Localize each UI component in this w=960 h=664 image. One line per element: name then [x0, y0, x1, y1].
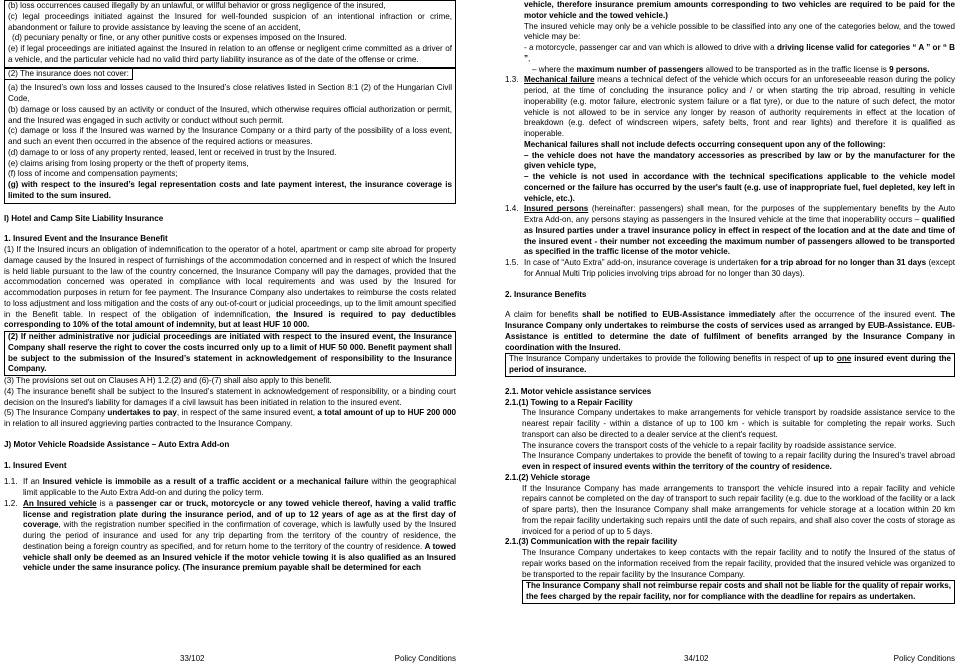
clause-1-3-text: means a technical defect of the vehicle which occurs for an unforeseeable reason during the policy period, at the time of concluding the insurance policy and / or when starting the trip abroad, resulting in vehicle inoperability (e.g. motor failure, electronic system failure or a flat tyre), or due to the nature of such defect, the motor vehicle is not allowed to be in service any longer by reason of authority requirements in effect at the location of breakdown (e.g. defect of windscreen wipers, safety belts, front and rear lights) and therefore it is qualified as inoperable. [524, 75, 955, 138]
section-2-para [505, 310, 955, 353]
clause-1-3-exclusions-intro: Mechanical failures shall not include defects occurring consequent upon any of the following: [524, 139, 886, 149]
s2-c: after the occurrence of the insured event. [775, 310, 941, 320]
right-page-number: 34/102 [684, 654, 709, 663]
right-page [505, 0, 955, 664]
section-2-1-3-title: 2.1.(3) Communication with the repair facility [505, 537, 678, 547]
clause-1-3-term: Mechanical failure [524, 75, 595, 85]
clause-1-4-bold: qualified as Insured parties under a travel insurance policy in effect in respect of the location and at the date and time of the insured event - their number not exceeding the maximum number of passengers allowed to be transported as specified in the traffic license of the motor vehicle. [524, 215, 955, 257]
box2-item-f: (f) loss of income and compensation payments; [8, 169, 178, 179]
vehicle-categories-intro: The insured vehicle may only be a vehicle possible to be classified into any one of the categories below, and the towed vehicle may be: [524, 21, 955, 42]
repair-liability-text: The Insurance Company shall not reimburse repair costs and shall not be liable for the quality of repair works, the fees charged by the repair facility, nor for compliance with the deadline for repairs as undertaken. [526, 581, 951, 601]
clause-1-4 [505, 204, 955, 258]
i1-p5-d: a total amount of up to HUF 200 000 [317, 408, 456, 418]
section-i1-para5 [4, 408, 456, 430]
section-2-1-title: 2.1. Motor vehicle assistance services [505, 386, 652, 396]
section-2-1-3-para1: The Insurance Company undertakes to keep contacts with the repair facility and to notify the Insured of the status of repair works based on the information received from the repair facility, provided that the insured vehicle was organized to be transported to the repair facility by the Insurance Company. [522, 548, 955, 579]
section-i-title: I) Hotel and Camp Site Liability Insurance [4, 213, 164, 223]
scope-b: up to [813, 354, 837, 364]
clause-1-2-e: A towed vehicle shall only be deemed as an Insured vehicle if the motor vehicle towing it is also qualified as an Insured vehicle under the same insurance policy. (The insurance premium payable shall be determined for each [23, 541, 456, 573]
box2-item-a: (a) the Insured’s own loss and losses caused to the Insured’s close relatives listed in Section 8:1 (2) of the Hungarian Civil Code, [8, 83, 452, 103]
box2-item-c: (c) damage or loss if the Insured was warned by the Insurance Company or a third party of the possibility of a loss event, and such an event then occurred in the absence of the required actions or measures. [8, 126, 452, 146]
s2-a: A claim for benefits [505, 310, 583, 320]
clause-1-5-number: 1.5. [505, 258, 519, 267]
section-2-title: 2. Insurance Benefits [505, 289, 587, 299]
i1-para1-text: (1) If the Insured incurs an obligation of indemnification to the operator of a hotel, apartment or camp site abroad for property damage caused by the Insured in respect of furnishings of the accommodation concerned and in respect of which the Insured is held liable pursuant to the law of the country concerned, the Insurance Company will pay the damages, provided that the accommodation concerned was operated in compliance with local requirements and was used by the Insured for accommodation purposes in return for fee payment. The Insurance Company also undertakes to reimburse the costs related to loss adjustment and loss mitigation and the costs of any out-of-court or judicial proceedings, up to the limit amount specified in the Benefit table. In respect of the obligation of indemnification, [4, 245, 456, 319]
clause-1-2-number: 1.2. [4, 498, 18, 508]
clause-1-5-a: In case of “Auto Extra” add-on, insurance coverage is undertaken [524, 258, 761, 267]
clause-1-4-text: (hereinafter: passengers) shall mean, for the purposes of the supplementary benefits by the Auto Extra Add-on, any persons staying as passengers in the Insured vehicle at the time that inoperability occurs – [524, 204, 956, 224]
clause-1-2-c: passenger car or truck, motorcycle or any towed vehicle thereof, having a valid traffic license and registration plate during the insurance period, and of up to 12 years of age as at the first day of coverage [23, 498, 457, 530]
box2-item-g: (g) with respect to the insured’s legal representation costs and late payment interest, the insurance coverage is limited to the sum insured. [8, 180, 452, 200]
section-2-1-2-title: 2.1.(2) Vehicle storage [505, 472, 591, 482]
vehicle-category-license [505, 43, 955, 65]
box2-heading: (2) The insurance does not cover: [5, 69, 133, 81]
i1-deductible-text: the Insured is required to pay deductibles corresponding to 10% of the total amount of indemnity, but at least HUF 10 000. [4, 309, 457, 330]
s211-p3-a: The Insurance Company undertakes to provide the benefit of towing to a repair facility during the Insured’s travel abroad [522, 451, 955, 461]
clause-1-1 [4, 477, 456, 499]
section-i1-para4: (4) The insurance benefit shall be subject to the Insured’s statement in acknowledgement of responsibility, or a binding court decision on the Insured's liability for damages if a civil lawsuit has been initiated in relation to the insured event. [4, 386, 456, 407]
scope-c: one [836, 354, 852, 364]
clause-1-3-exclusion-accessories: – the vehicle does not have the mandatory accessories as prescribed by law or by the manufacturer for the given vehicle type, [524, 150, 955, 171]
left-page [4, 0, 456, 664]
s211-p3-b: even in respect of insured events within the territory of the country of residence. [522, 462, 832, 471]
clause-1-2 [4, 499, 456, 574]
clause-1-2-b: is a [96, 498, 117, 508]
clause-1-4-number: 1.4. [505, 204, 519, 214]
s2-d: The Insurance Company only undertakes to reimburse the costs of services used as arranged by EUB-Assistance. EUB-Assistance is entitled to determine the date of fulfilment of benefits arranged by the Insurance Company in coordination with the Insured. [505, 310, 955, 352]
category-license-bold: driving license valid for categories “ A ” or “ B ” [524, 43, 955, 63]
section-i1-para1 [4, 245, 456, 331]
passengers-d: 9 persons. [889, 64, 930, 74]
benefits-scope-text [509, 354, 951, 376]
section-j-title: J) Motor Vehicle Roadside Assistance – Auto Extra Add-on [4, 439, 230, 449]
section-j1-title: 1. Insured Event [4, 460, 67, 470]
left-footer-title: Policy Conditions [394, 654, 456, 663]
i1-p5-c: , in respect of the same insured event, [176, 408, 318, 418]
clause-1-1-b: Insured vehicle is immobile as a result of a traffic accident or a mechanical failure [42, 477, 369, 487]
scope-a: The Insurance Company undertakes to provide the following benefits in respect of [509, 354, 814, 364]
i1-p5-e: in relation to all insured aggrieving parties contracted to the Insurance Company. [4, 419, 293, 428]
clause-1-4-term: Insured persons [524, 204, 589, 214]
category-text: - a motorcycle, passenger car and van which is allowed to drive with a [524, 43, 777, 52]
section-2-1-2-para1: If the Insurance Company has made arrangements to transport the vehicle insured into a repair facility and vehicle repairs cannot be completed on the day of transport to such repair facility (e.g. due to the workload of the facility or a lack of spare parts), then the Insurance Company shall make arrangements for vehicle storage at a location within 20 km from the repair facility undertaking such repairs until the date of such repairs, and shall also cover the costs of storage as invoiced for a period of up to 5 days. [522, 483, 955, 536]
section-i1-box [4, 331, 456, 376]
clause-1-3 [505, 75, 955, 140]
benefits-scope-box [505, 353, 955, 377]
s2-b: shall be notified to EUB-Assistance immediately [582, 310, 776, 320]
exclusions-box-1 [4, 0, 456, 68]
repair-liability-box [522, 580, 955, 604]
right-footer-title: Policy Conditions [893, 654, 955, 663]
clause-1-3-number: 1.3. [505, 75, 519, 85]
scope-d: insured event during the period of insurance. [509, 354, 952, 374]
section-i1-para3: (3) The provisions set out on Clauses A H) 1.2.(2) and (6)-(7) shall also apply to this benefit. [4, 376, 332, 385]
clause-1-2-continued: vehicle, therefore insurance premium amounts corresponding to two vehicles are required to be paid for the motor vehicle and the towed vehicle.) [524, 0, 955, 20]
exclusion-e: (e) if legal proceedings are initiated against the Insured in relation to an offense or negligent crime committed as a driver of a vehicle, and the particular vehicle had no valid third party liability insurance as of the date of the offense or crime. [8, 44, 452, 64]
box2-item-d: (d) damage to or loss of any property rented, leased, lent or received in trust by the Insured. [8, 147, 337, 157]
clause-1-1-a: If an [23, 477, 43, 487]
clause-1-2-d: , with the registration number specified in the confirmation of coverage, which is lawfully used by the Insured during the period of insurance and used for any trip departing from the territory of the country of residence, the destination being a foreign country as specified, and for return home to the territory of the country of residence. [23, 520, 456, 551]
clause-1-1-number: 1.1. [4, 477, 18, 487]
clause-1-1-c: within the geographical limit applicable to the Auto Extra Add-on and during the policy term. [23, 477, 456, 497]
clause-1-5 [505, 258, 955, 280]
clause-1-5-c: (except for Annual Multi Trip policies involving trips abroad for no longer than 30 days). [524, 258, 956, 278]
right-footer [505, 653, 955, 664]
box2-item-e: (e) claims arising from losing property or the theft of property items, [8, 158, 249, 168]
section-i1-title: 1. Insured Event and the Insurance Benefit [4, 234, 168, 244]
clause-1-3-exclusion-use: – the vehicle is not used in accordance with the technical specifications applicable to the vehicle model concerned or the failure has occurred by the user's fault (e.g. use of inappropriate fuel, fuel depleted, key left in vehicle, etc.). [524, 172, 955, 203]
section-2-1-1-para2: The insurance covers the transport costs of the vehicle to a repair facility by roadside assistance service. [522, 440, 897, 450]
left-footer [4, 653, 456, 664]
clause-1-5-b: for a trip abroad for no longer than 31 days [760, 258, 927, 267]
section-2-1-1-para3 [505, 451, 955, 473]
i1-p5-a: (5) The Insurance Company [4, 408, 108, 418]
passengers-b: maximum number of passengers [576, 64, 704, 74]
box2-item-b: (b) damage or loss caused by an activity or conduct of the Insured, which otherwise requires official authorization or permit, and the Insured was engaged in such activity or conduct without such permit. [8, 104, 452, 125]
exclusions-box-2 [4, 68, 456, 204]
section-2-1-1-title: 2.1.(1) Towing to a Repair Facility [505, 397, 633, 407]
clause-1-2-a: An Insured vehicle [23, 498, 97, 508]
exclusion-c: (c) legal proceedings initiated against the Insured for well-founded suspicion of an intentional infraction or crime, abandonment or failure to provide assistance by leaving the scene of an accident, [8, 11, 452, 32]
i1-box-text: (2) If neither administrative nor judicial proceedings are initiated with respect to the insured event, the Insurance Company shall reserve the right to cover the costs incurred only up to a limit of HUF 50 000. Benefit payment shall be subject to the submission of the Insured’s statement in acknowledgement of responsibility to the Insurance Company. [8, 332, 452, 374]
left-page-number: 33/102 [180, 654, 205, 663]
exclusion-b: (b) loss occurrences caused illegally by an unlawful, or willful behavior or gross negligence of the insured, [8, 1, 386, 10]
exclusion-d: (d) pecuniary penalty or fine, or any other punitive costs or expenses imposed on the Insured. [12, 33, 347, 43]
vehicle-category-passengers [505, 65, 955, 76]
passengers-a: – where the [532, 64, 577, 74]
section-2-1-1-para1: The Insurance Company undertakes to make arrangements for vehicle transport by roadside assistance service to the nearest repair facility - within a distance of up to 100 km - which is suitable for completing the repair works. Such transport can also be directed to a dealer service at the client's request. [522, 408, 955, 439]
category-comma: , [528, 53, 531, 63]
i1-p5-b: undertakes to pay [107, 408, 177, 418]
passengers-c: allowed to be transported as in the traffic license is [703, 64, 890, 74]
